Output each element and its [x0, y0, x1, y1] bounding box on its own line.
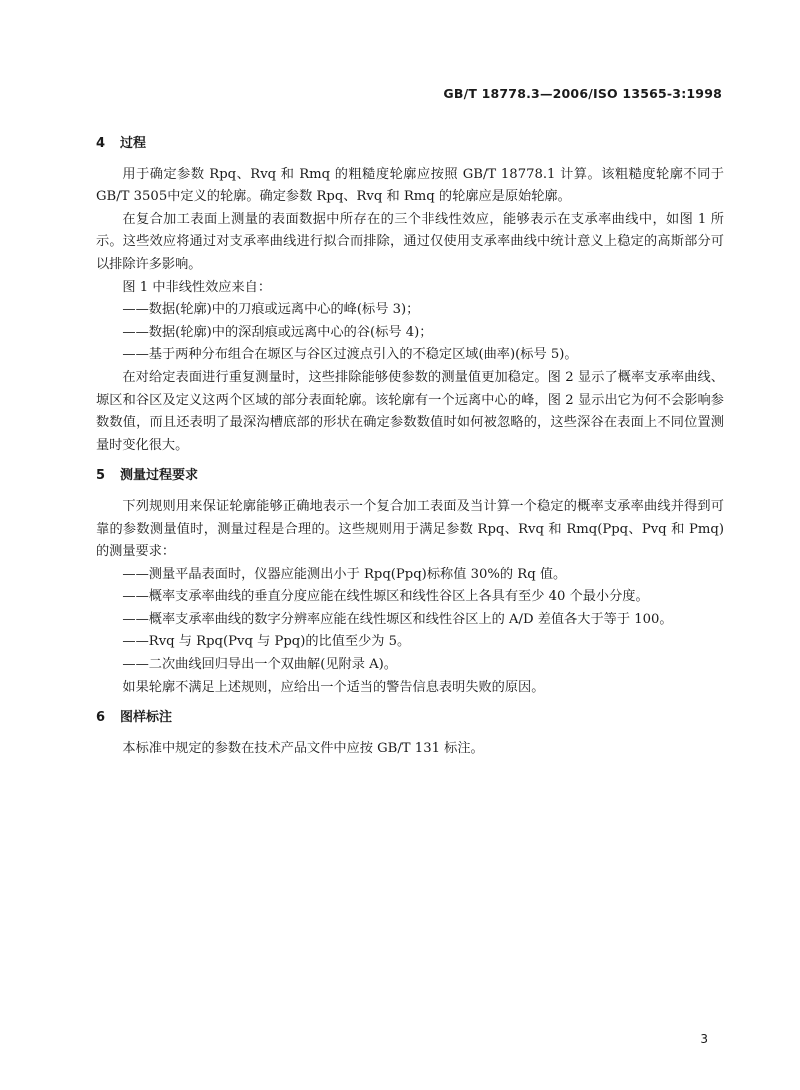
paragraph: 在对给定表面进行重复测量时，这些排除能够使参数的测量值更加稳定。图 2 显示了概率支承率曲线、塬区和谷区及定义这两个区域的部分表面轮廓。该轮廓有一个远离中心的峰，图 2 显示出它为何不会影响参数数值，而且还表明了最深沟槽底部的形状在确定参数数值时如何被忽略的，这些深谷在表面上不同位置测量时变化很大。 [96, 369, 724, 453]
paragraph: 如果轮廓不满足上述规则，应给出一个适当的警告信息表明失败的原因。 [122, 679, 545, 695]
list-item: ——测量平晶表面时，仪器应能测出小于 Rpq(Ppq)标称值 30%的 Rq 值。 [122, 566, 567, 582]
list-item: ——Rvq 与 Rpq(Pvq 与 Ppq)的比值至少为 5。 [122, 634, 411, 650]
section-number: 6 [96, 710, 106, 726]
section-title: 图样标注 [120, 710, 173, 726]
section-number: 4 [96, 136, 106, 151]
section-title: 测量过程要求 [120, 468, 199, 484]
document-body [96, 133, 724, 760]
list-item: ——数据(轮廓)中的深刮痕或远离中心的谷(标号 4)； [122, 324, 433, 340]
paragraph: 图 1 中非线性效应来自： [122, 279, 272, 295]
page-number: 3 [700, 1032, 708, 1046]
list-item: ——二次曲线回归导出一个双曲解(见附录 A)。 [122, 657, 397, 673]
section-number: 5 [96, 468, 106, 484]
section-title: 过程 [120, 136, 147, 151]
list-item: ——数据(轮廓)中的刀痕或远离中心的峰(标号 3)； [122, 302, 420, 318]
section-4-heading [96, 133, 724, 156]
section-5-heading [96, 465, 724, 488]
paragraph: 用于确定参数 Rpq、Rvq 和 Rmq 的粗糙度轮廓应按照 GB/T 18778.1 计算。该粗糙度轮廓不同于 GB/T 3505中定义的轮廓。确定参数 Rpq、Rvq 和 Rmq 的轮廓应是原始轮廓。 [96, 166, 724, 205]
list-item: ——概率支承率曲线的垂直分度应能在线性塬区和线性谷区上各具有至少 40 个最小分度。 [122, 589, 649, 605]
paragraph: 本标准中规定的参数在技术产品文件中应按 GB/T 131 标注。 [122, 740, 484, 756]
section-6-heading [96, 707, 724, 730]
document-code-header: GB/T 18778.3—2006/ISO 13565-3:1998 [443, 86, 722, 101]
list-item: ——概率支承率曲线的数字分辨率应能在线性塬区和线性谷区上的 A/D 差值各大于等于 100。 [122, 611, 673, 627]
paragraph: 下列规则用来保证轮廓能够正确地表示一个复合加工表面及当计算一个稳定的概率支承率曲线并得到可靠的参数测量值时，测量过程是合理的。这些规则用于满足参数 Rpq、Rvq 和 Rmq(Ppq、Pvq 和 Pmq)的测量要求： [96, 498, 724, 560]
paragraph: 在复合加工表面上测量的表面数据中所存在的三个非线性效应，能够表示在支承率曲线中，如图 1 所示。这些效应将通过对支承率曲线进行拟合而排除，通过仅使用支承率曲线中统计意义上稳定的高斯部分可以排除许多影响。 [96, 211, 724, 272]
list-item: ——基于两种分布组合在塬区与谷区过渡点引入的不稳定区域(曲率)(标号 5)。 [122, 347, 578, 363]
